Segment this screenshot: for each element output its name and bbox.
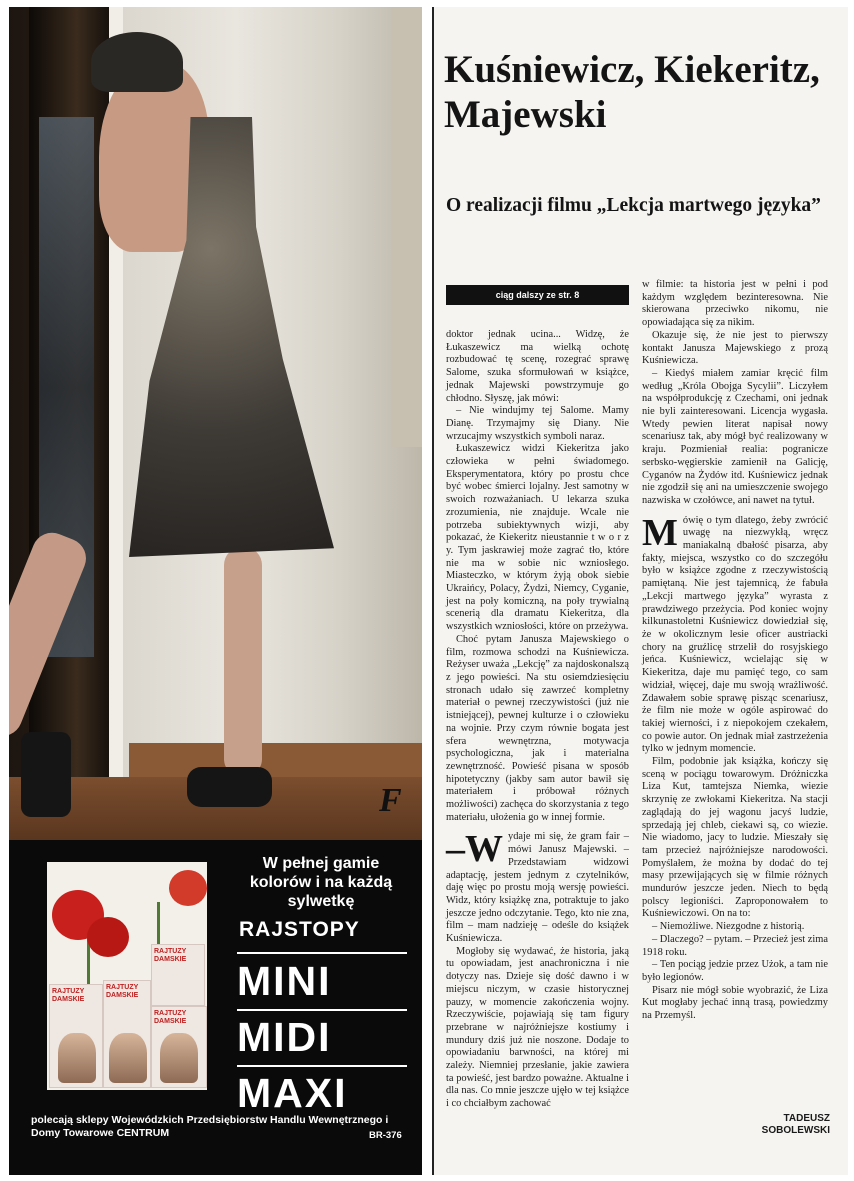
paragraph: w filmie: ta historia jest w pełni i pod każdym względem bezinteresowna. Nie skierowana przeciwko nikomu, nie opowiadająca się za nikim.	[642, 279, 828, 329]
article-subtitle: O realizacji filmu „Lekcja martwego języka”	[446, 195, 821, 216]
continued-from-banner: ciąg dalszy ze str. 8	[446, 285, 629, 305]
fashion-photo	[9, 7, 422, 840]
ad-size-mini: MINI	[237, 958, 332, 1004]
tights-package	[151, 944, 205, 1006]
paragraph: – Niemożliwe. Niezgodne z historią.	[652, 921, 805, 933]
ad-brand: RAJSTOPY	[239, 918, 360, 941]
dropcap: –W	[446, 828, 503, 871]
tights-package	[49, 984, 103, 1088]
ad-tagline: W pełnej gamie kolorów i na każdą sylwetkę	[249, 855, 393, 910]
tights-package	[151, 1006, 207, 1088]
paragraph-with-dropcap: Mówię o tym dlatego, żeby zwrócić uwagę na niezwykłą, wręcz maniakalną dbałość pisarza, aby fakty, miejsca, wszystko co do szczegółu było w książce zgodne z rzeczywistością pamiętaną. Nie jest tajemnicą, że fabuła „Lekcji martwego języka” wyrasta z prawdziwego przeżycia. Pod koniec wojny kilkunastoletni Kuśniewicz dowiedział się, że w okolicznym lesie oficer austriacki chory na gruźlicę strzelił do rosyjskiego jeńca. Kuśniewicz, wcielając się w Kiekeritza, daje mu pamięć tego, co sam widział, więcej, daje mu swoją wrażliwość. Zdawałem sobie sprawę pisząc scenariusz, że film nie może w ogóle aspirować do takiej wierności, i z niepokojem czekałem, co powie autor. On jednak miał zastrzeżenia tylko w jednym momencie.	[642, 511, 828, 755]
paragraph: – Dlaczego? – pytam. – Przecież jest zima 1918 roku.	[642, 933, 828, 958]
package-label: RAJTUZY DAMSKIE	[106, 984, 139, 999]
article-column-1	[446, 329, 629, 1111]
ad-footer: polecają sklepy Wojewódzkich Przedsiębiorstw Handlu Wewnętrznego i Domy Towarowe CENTRUM	[31, 1114, 389, 1139]
package-label: RAJTUZY DAMSKIE	[52, 988, 85, 1003]
paragraph: – Nie windujmy tej Salome. Mamy Dianę. Trzymajmy się Diany. Nie wrzucajmy wszystkich symboli naraz.	[446, 405, 629, 442]
author-byline: TADEUSZ SOBOLEWSKI	[761, 1113, 830, 1136]
paragraph: Pisarz nie mógł sobie wyobrazić, że Liza Kut mogłaby jechać inną trasą, powiedzmy na Przemyśl.	[642, 984, 828, 1022]
left-half	[9, 7, 422, 1175]
ad-size-maxi: MAXI	[237, 1070, 348, 1116]
package-label: RAJTUZY DAMSKIE	[154, 948, 187, 963]
article-column-2	[642, 279, 828, 1023]
paragraph: Choć pytam Janusza Majewskiego o film, rozmowa schodzi na Kuśniewicza. Reżyser uważa „Lekcję” za najdoskonalszą z jego powieści. Na stu osiemdziesięciu stronach udało się zawrzeć kompletny materiał o pewnej rzeczywistości (już nie istniejącej), pewnej kulturze i o człowieku na wojnie. Przy czym równie bogata jest sfera wewnętrzna, motywacja psychologiczna, jak i materialna zewnętrzność. Powieść pisana w sposób hipotetyczny (jakby sam autor bawił się materiałem i próbował różnych możliwości) zachęca do skorzystania z tego materiału, ułożenia go w innej formie.	[446, 633, 629, 823]
red-flower-icon	[169, 870, 207, 906]
package-label: RAJTUZY DAMSKIE	[154, 1010, 187, 1025]
paragraph: – Ten pociąg jedzie przez Użok, a tam nie było legionów.	[642, 959, 828, 983]
paragraph: Okazuje się, że nie jest to pierwszy kontakt Janusza Majewskiego z prozą Kuśniewicza.	[642, 329, 828, 367]
ad-size-midi: MIDI	[237, 1014, 332, 1060]
paragraph: doktor jednak ucina... Widzę, że Łukaszewicz ma wielką ochotę rozbudować tę scenę, rozegrać sprawę Salome, szuka sformułowań w książce, jednak Majewski powstrzymuje go chłodno. Słyszę, jak mówi:	[446, 329, 629, 404]
article-title: Kuśniewicz, Kiekeritz, Majewski	[444, 48, 820, 136]
dropcap: M	[642, 511, 678, 554]
paragraph: Mogłoby się wydawać, że historia, jaką tu opowiadam, jest anachroniczna i nie dotyczy nas. Dzieje się dość dawno i w miejscu niczym, w czasie historycznej pauzy, w momencie zakończenia wojny. Rzeczywiście, pojawiają się tam figury przebrane w najróżniejsze kostiumy i mundury dziś już nie noszone. Dodaje to opowiadaniu barwności, na której mi zależy. Niemniej przesłanie, jakie zawiera ta powieść, jest bardzo poważne. Aktualne i dla nas. Co mnie jeszcze ujęło w tej książce i co chciałbym zachować	[446, 945, 629, 1110]
tights-package	[103, 980, 151, 1088]
ad-code: BR-376	[369, 1130, 402, 1141]
article	[432, 7, 848, 1175]
paragraph: Łukaszewicz widzi Kiekeritza jako człowieka w pełni świadomego. Eksperymentatora, który po prostu chce być wobec śmierci lojalny. Jest samotny w swoich rozważaniach. U lekarza szuka zrozumienia, nie znajduje. Wcale nie potrzeba subiektywnych wizji, aby pokazać, że Kiekeritz nieustannie t w o r z y. Tym jaskrawiej może zagrać tło, które nie ma w sobie nic wzniosłego. Miasteczko, w którym żyją obok siebie Ukraińcy, Polacy, Żydzi, Niemcy, Cyganie, jest na poły komiczną, na poły trywialną scenerią dla dramatu Kiekeritza, dla wszystkich wzniosłości, które on przeżywa.	[446, 443, 629, 633]
paragraph: Film, podobnie jak książka, kończy się sceną w pociągu towarowym. Dróżniczka Liza Kut, tamtejsza Niemka, wiezie skrzynię ze zwłokami Kiekeritza. Na stacji zaglądają do jej wagonu jacyś ludzie, sprzedają jej chleb, ciekawi są, co wiezie. Nie wiadomo, jacy to ludzie. Mieszały się tam przecież najróżniejsze narodowości. Pomyślałem, że można by dodać do tej masy przewijających się w filmie różnych mundurów jeszcze jeden. Niech to będą polscy legioniści. Zaproponowałem to Kuśniewiczowi. On na to:	[642, 756, 828, 920]
red-flower-icon	[87, 917, 129, 957]
paragraph: – Kiedyś miałem zamiar kręcić film według „Króla Obojga Sycylii”. Liczyłem na współprodukcję z Czechami, oni jednak nie byli zainteresowani. Licencja wygasła. Wtedy pewien literat napisał nowy scenariusz tak, aby mógł być realizowany w kraju. Pozmieniał realia: pogranicze serbsko-węgierskie zamienił na Galicję, Cyganów na Żydów itd. Kuśniewicz jednak nie zgodził się ani na umieszczenie swojego nazwiska w czołówce, ani nawet na tytuł.	[642, 367, 828, 506]
tights-advertisement	[9, 840, 422, 1175]
ad-product-photo	[47, 862, 207, 1090]
photographer-signature: F	[379, 782, 402, 819]
paragraph-with-dropcap: –W ydaje mi się, że gram fair – mówi Janusz Majewski. – Przedstawiam widzowi adaptację, jestem jednym z czytelników, daję więc po prostu moją wersję powieści. Widz, który książkę zna, potraktuje to jako jeszcze jedno odczytanie. Tego, kto nie zna, film – mam nadzieję – odeśle do książek Kuśniewicza.	[446, 828, 629, 945]
